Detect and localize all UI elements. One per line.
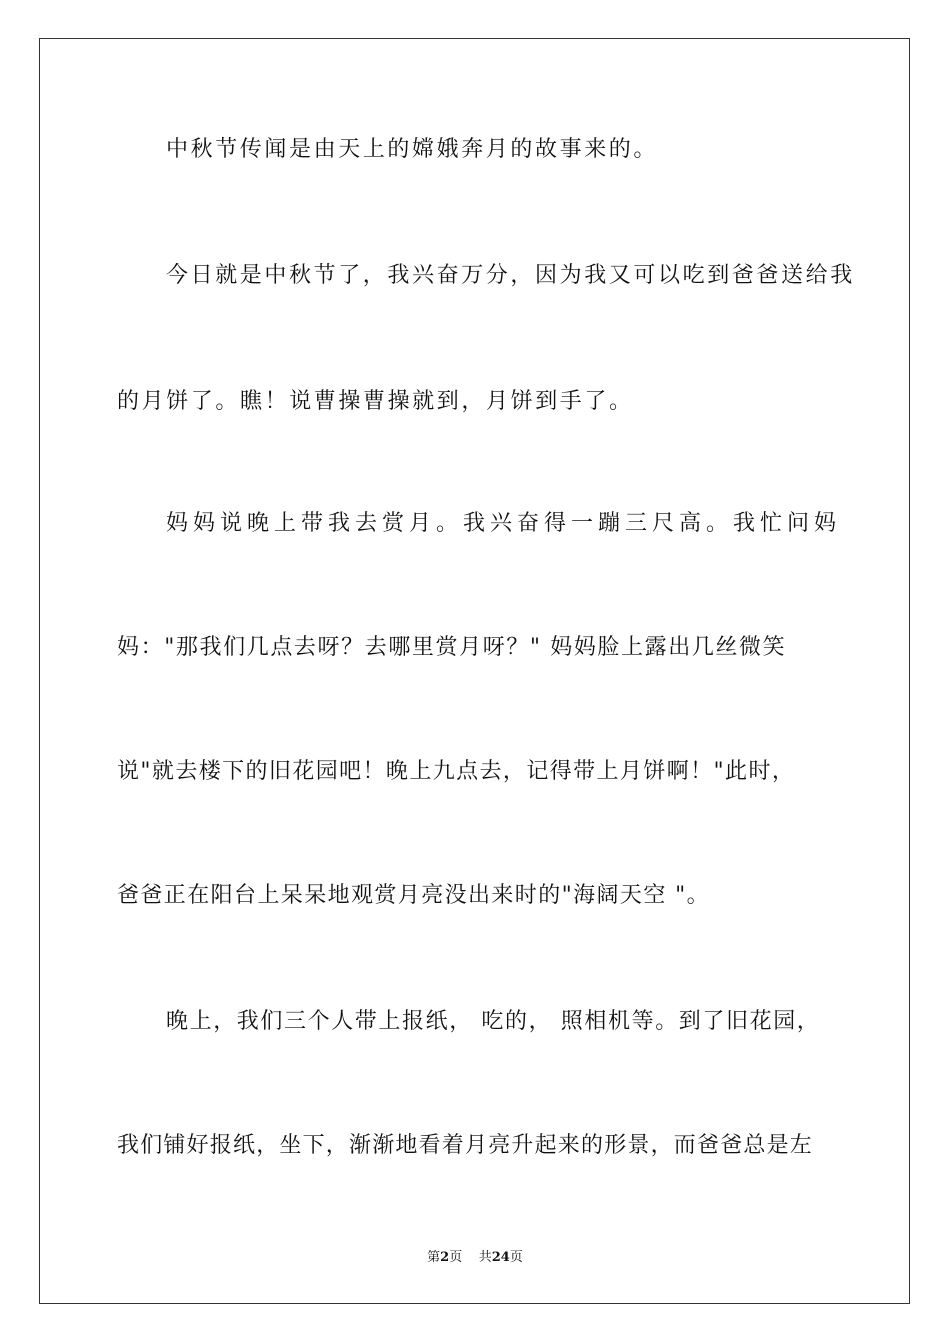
footer-prefix: 第 <box>427 1250 441 1265</box>
footer-page-number: 2 <box>440 1250 450 1265</box>
text-line-4: 妈妈说晚上带我去赏月。我兴奋得一蹦三尺高。我忙问妈 <box>166 511 842 536</box>
text-line-3: 的月饼了。瞧！说曹操曹操就到，月饼到手了。 <box>117 389 634 414</box>
page-footer <box>0 1250 950 1266</box>
footer-total-pages: 24 <box>491 1250 510 1265</box>
text-line-9: 我们铺好报纸，坐下，渐渐地看着月亮升起来的形景，而爸爸总是左 <box>117 1133 814 1158</box>
page-border <box>39 38 910 1304</box>
text-line-2: 今日就是中秋节了，我兴奋万分，因为我又可以吃到爸爸送给我 <box>166 263 855 288</box>
footer-middle: 页 共 <box>449 1250 492 1265</box>
text-line-6: 说"就去楼下的旧花园吧！晚上九点去，记得带上月饼啊！"此时， <box>117 759 796 784</box>
text-line-8: 晚上，我们三个人带上报纸， 吃的， 照相机等。到了旧花园， <box>166 1009 821 1034</box>
text-line-1: 中秋节传闻是由天上的嫦娥奔月的故事来的。 <box>166 137 659 162</box>
text-line-5: 妈："那我们几点去呀？去哪里赏月呀？" 妈妈脸上露出几丝微笑 <box>117 635 787 660</box>
footer-suffix: 页 <box>509 1250 523 1265</box>
text-line-7: 爸爸正在阳台上呆呆地观赏月亮没出来时的"海阔天空 "。 <box>117 883 711 908</box>
